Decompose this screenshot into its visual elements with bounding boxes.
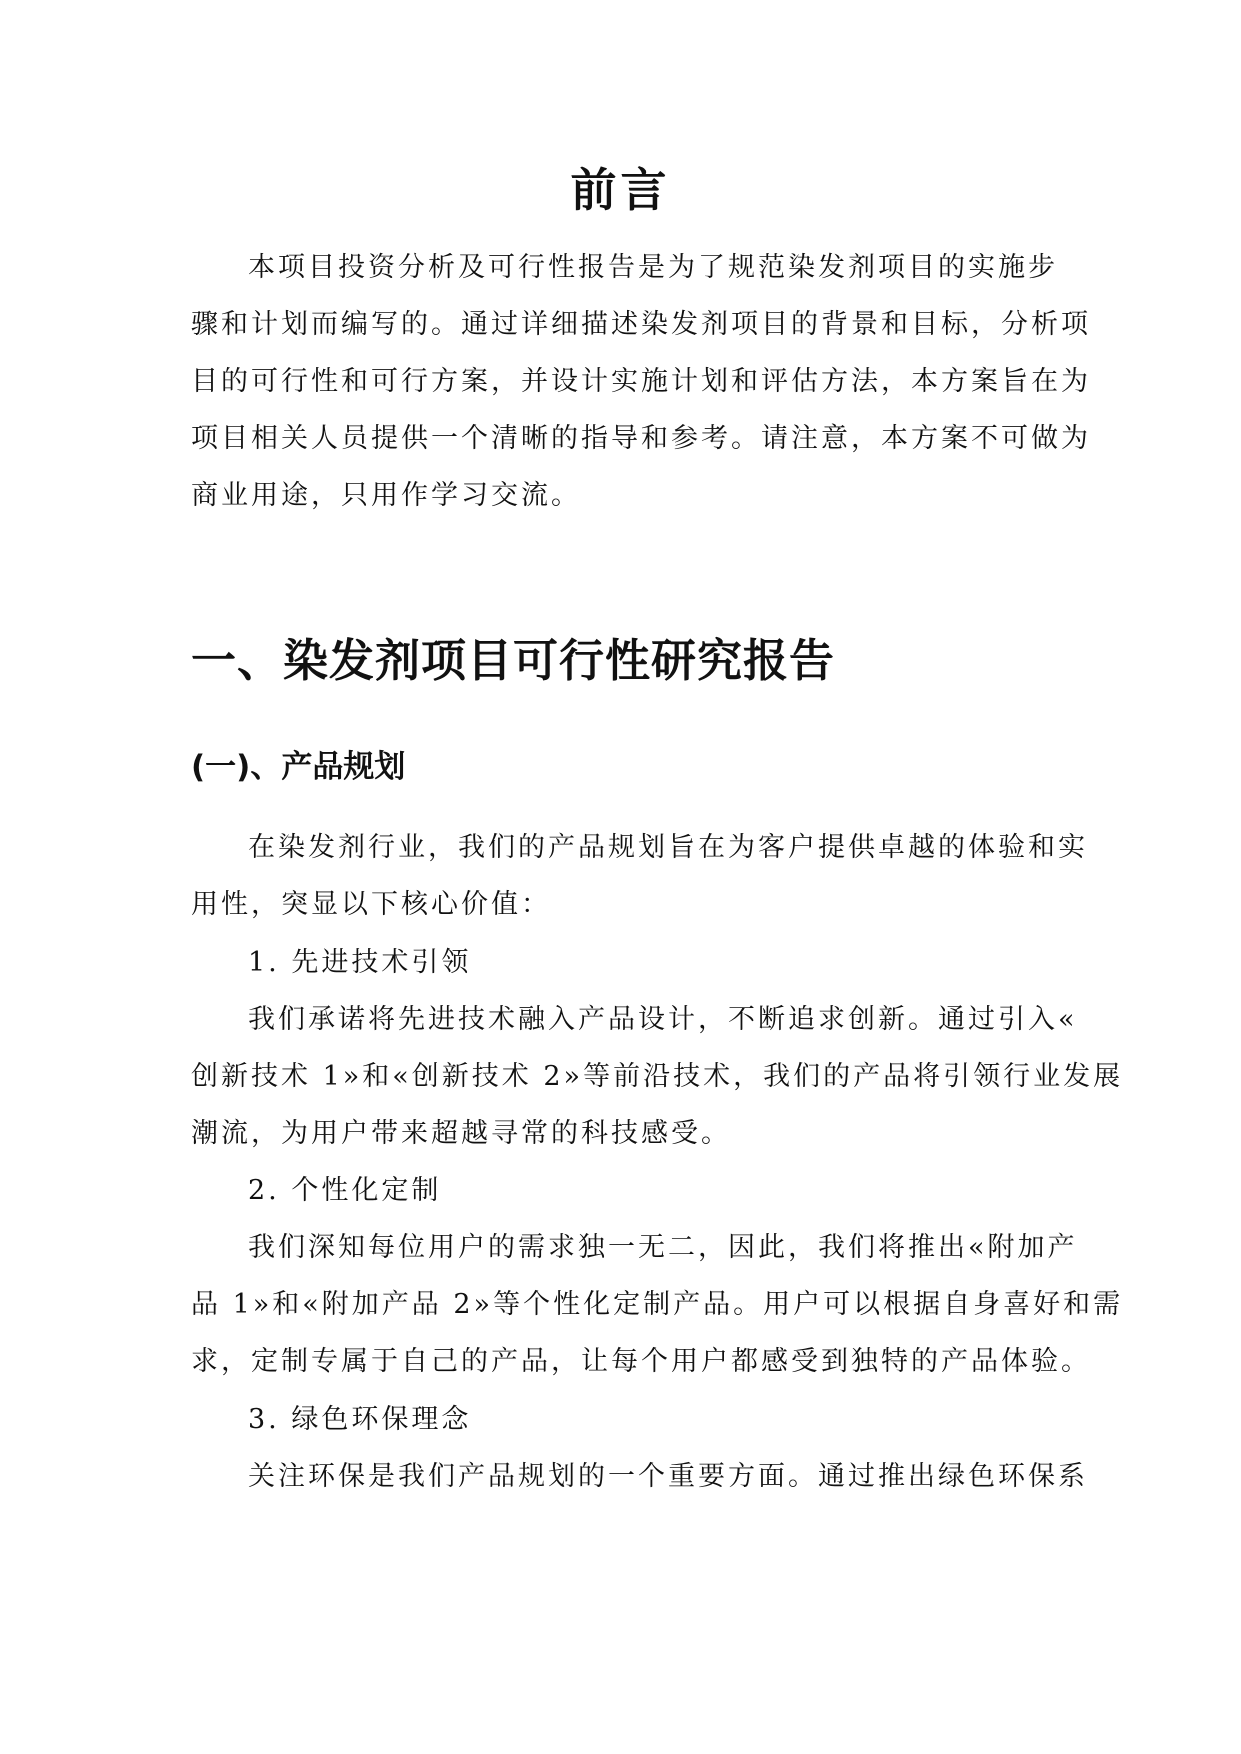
intro-paragraph-line: 用性，突显以下核心价值： (191, 889, 551, 920)
item-paragraph-line: 潮流，为用户带来超越寻常的科技感受。 (191, 1118, 731, 1149)
item-paragraph-line: 创新技术 1»和«创新技术 2»等前沿技术，我们的产品将引领行业发展 (191, 1061, 1124, 1092)
preface-paragraph-line: 骤和计划而编写的。通过详细描述染发剂项目的背景和目标，分析项 (191, 309, 1091, 340)
subsection-heading: (一)、产品规划 (191, 749, 406, 785)
preface-paragraph-line: 商业用途，只用作学习交流。 (191, 480, 581, 511)
preface-paragraph-line: 目的可行性和可行方案，并设计实施计划和评估方法，本方案旨在为 (191, 366, 1091, 397)
item-paragraph-line: 关注环保是我们产品规划的一个重要方面。通过推出绿色环保系 (248, 1461, 1088, 1492)
preface-paragraph-line: 本项目投资分析及可行性报告是为了规范染发剂项目的实施步 (248, 252, 1058, 283)
section-heading: 一、染发剂项目可行性研究报告 (191, 634, 836, 687)
list-item-title: 2. 个性化定制 (248, 1175, 442, 1206)
item-paragraph-line: 品 1»和«附加产品 2»等个性化定制产品。用户可以根据自身喜好和需 (191, 1289, 1124, 1320)
item-paragraph-line: 求，定制专属于自己的产品，让每个用户都感受到独特的产品体验。 (191, 1346, 1091, 1377)
item-paragraph-line: 我们承诺将先进技术融入产品设计，不断追求创新。通过引入« (248, 1004, 1078, 1035)
preface-title: 前言 (570, 163, 671, 217)
item-paragraph-line: 我们深知每位用户的需求独一无二，因此，我们将推出«附加产 (248, 1232, 1078, 1263)
list-item-title: 1. 先进技术引领 (248, 947, 472, 978)
list-item-title: 3. 绿色环保理念 (248, 1404, 472, 1435)
intro-paragraph-line: 在染发剂行业，我们的产品规划旨在为客户提供卓越的体验和实 (248, 832, 1088, 863)
preface-paragraph-line: 项目相关人员提供一个清晰的指导和参考。请注意，本方案不可做为 (191, 423, 1091, 454)
